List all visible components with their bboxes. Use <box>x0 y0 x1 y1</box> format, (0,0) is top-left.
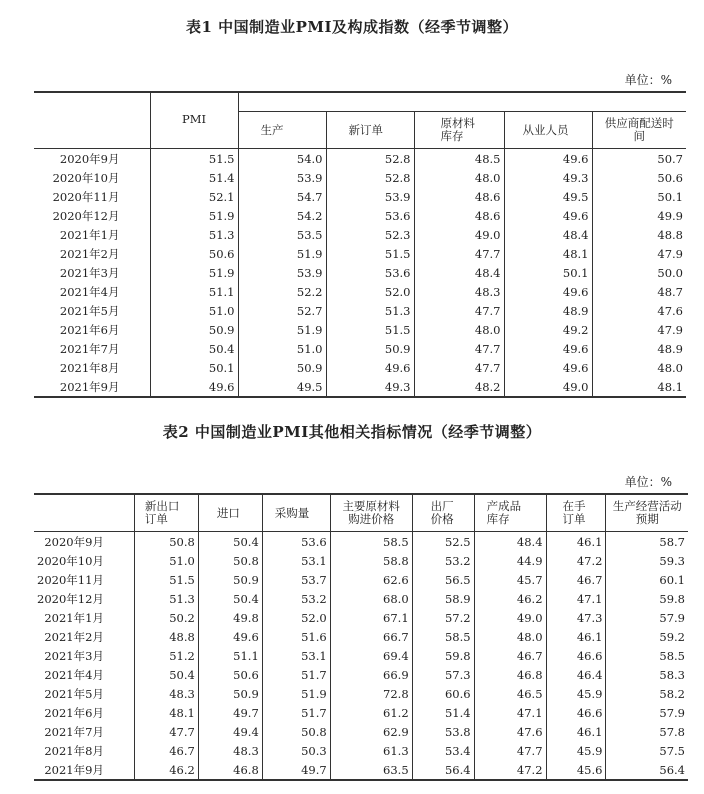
table-cell: 45.7 <box>474 570 546 589</box>
table-cell: 47.6 <box>592 301 686 320</box>
table-cell: 54.7 <box>238 187 326 206</box>
row-label: 2021年7月 <box>44 724 104 739</box>
table-cell: 57.8 <box>606 722 688 741</box>
table-cell: 52.2 <box>238 282 326 301</box>
table-cell: 58.5 <box>412 627 474 646</box>
table-cell: 56.4 <box>412 760 474 780</box>
table-cell: 53.9 <box>326 187 414 206</box>
table-cell: 48.9 <box>592 339 686 358</box>
table2-header-backlog-orders: 在手 订单 <box>546 494 606 532</box>
table-cell: 51.2 <box>134 646 198 665</box>
table-cell: 48.1 <box>504 244 592 263</box>
row-label: 2021年4月 <box>44 667 104 682</box>
table-cell: 50.6 <box>198 665 262 684</box>
table-cell: 49.0 <box>414 225 504 244</box>
table1-header <box>34 92 686 149</box>
table-cell: 50.9 <box>326 339 414 358</box>
table-cell: 47.7 <box>414 358 504 377</box>
table-row <box>34 532 688 552</box>
table1-header-new-orders: 新订单 <box>326 112 414 149</box>
table-cell: 47.7 <box>134 722 198 741</box>
table-row <box>34 760 688 780</box>
table-row <box>34 608 688 627</box>
table-cell: 49.6 <box>504 339 592 358</box>
table-cell: 51.7 <box>262 665 330 684</box>
table-cell: 53.4 <box>412 741 474 760</box>
table-cell: 56.4 <box>606 760 688 780</box>
table-cell: 51.5 <box>326 320 414 339</box>
table-cell: 47.3 <box>546 608 606 627</box>
table-cell: 52.0 <box>262 608 330 627</box>
table2-corner <box>34 494 134 532</box>
table-cell: 51.9 <box>238 320 326 339</box>
table-cell: 50.9 <box>238 358 326 377</box>
table-cell: 51.0 <box>238 339 326 358</box>
table-cell: 68.0 <box>330 589 412 608</box>
table2-header-finished-goods-inventory: 产成品 库存 <box>474 494 546 532</box>
table-cell: 51.9 <box>150 206 238 225</box>
table1-header-group <box>238 92 686 112</box>
table-cell: 59.3 <box>606 551 688 570</box>
table-row <box>34 684 688 703</box>
table-cell: 49.9 <box>592 206 686 225</box>
table-cell: 62.6 <box>330 570 412 589</box>
table-row <box>34 570 688 589</box>
row-label: 2021年7月 <box>59 341 120 356</box>
table-row <box>34 339 686 358</box>
table-row <box>34 722 688 741</box>
table-cell: 52.5 <box>412 532 474 552</box>
table-cell: 50.8 <box>262 722 330 741</box>
table-cell: 50.9 <box>198 684 262 703</box>
table1-header-production: 生产 <box>238 112 326 149</box>
table-cell: 48.8 <box>592 225 686 244</box>
table-cell: 48.5 <box>414 149 504 169</box>
table-cell: 47.6 <box>474 722 546 741</box>
table-row <box>34 320 686 339</box>
table-row <box>34 206 686 225</box>
table-cell: 57.3 <box>412 665 474 684</box>
table1-header-pmi: PMI <box>150 92 238 149</box>
table-cell: 48.3 <box>198 741 262 760</box>
table-cell: 49.6 <box>504 206 592 225</box>
table1-unit: 单位：% <box>624 73 672 87</box>
table-cell: 48.8 <box>134 627 198 646</box>
table-cell: 47.7 <box>474 741 546 760</box>
table-cell: 49.6 <box>504 149 592 169</box>
table-cell: 52.7 <box>238 301 326 320</box>
table-cell: 48.3 <box>134 684 198 703</box>
table-cell: 50.6 <box>150 244 238 263</box>
row-label: 2021年2月 <box>59 246 120 261</box>
table-cell: 48.4 <box>504 225 592 244</box>
table-cell: 51.9 <box>238 244 326 263</box>
table-cell: 49.6 <box>326 358 414 377</box>
table2-header <box>34 494 688 532</box>
table-cell: 48.0 <box>474 627 546 646</box>
row-label: 2021年3月 <box>59 265 120 280</box>
table-cell: 51.4 <box>412 703 474 722</box>
table-cell: 51.0 <box>150 301 238 320</box>
table2-header-new-export-orders: 新出口 订单 <box>134 494 198 532</box>
table-cell: 50.4 <box>150 339 238 358</box>
table-cell: 59.8 <box>412 646 474 665</box>
table-row <box>34 282 686 301</box>
table-cell: 46.6 <box>546 703 606 722</box>
table-cell: 54.0 <box>238 149 326 169</box>
table-cell: 58.9 <box>412 589 474 608</box>
table-row <box>34 225 686 244</box>
table-cell: 53.2 <box>262 589 330 608</box>
table2-unit: 单位：% <box>624 475 672 489</box>
table-cell: 57.2 <box>412 608 474 627</box>
table-cell: 53.9 <box>238 263 326 282</box>
table-row <box>34 551 688 570</box>
table-row <box>34 703 688 722</box>
table-row <box>34 741 688 760</box>
table-cell: 58.5 <box>606 646 688 665</box>
table-cell: 49.3 <box>326 377 414 397</box>
table1-body <box>34 149 686 398</box>
table1 <box>34 91 686 398</box>
row-label: 2020年11月 <box>52 189 120 204</box>
table-cell: 50.4 <box>198 532 262 552</box>
row-label: 2020年11月 <box>37 572 104 587</box>
table-cell: 51.9 <box>150 263 238 282</box>
table-cell: 47.7 <box>414 301 504 320</box>
table-cell: 46.8 <box>474 665 546 684</box>
table-cell: 48.0 <box>414 320 504 339</box>
table-cell: 58.3 <box>606 665 688 684</box>
table1-corner <box>34 92 150 149</box>
table-cell: 49.6 <box>504 282 592 301</box>
table-cell: 53.6 <box>326 263 414 282</box>
table-cell: 51.1 <box>198 646 262 665</box>
table-cell: 49.7 <box>262 760 330 780</box>
table-cell: 53.6 <box>326 206 414 225</box>
table-cell: 49.3 <box>504 168 592 187</box>
table-cell: 56.5 <box>412 570 474 589</box>
table-cell: 67.1 <box>330 608 412 627</box>
table-cell: 60.1 <box>606 570 688 589</box>
table-cell: 57.5 <box>606 741 688 760</box>
table-cell: 47.9 <box>592 244 686 263</box>
table-cell: 49.5 <box>238 377 326 397</box>
table-cell: 60.6 <box>412 684 474 703</box>
row-label: 2020年9月 <box>59 151 120 166</box>
table-cell: 48.2 <box>414 377 504 397</box>
table-cell: 59.2 <box>606 627 688 646</box>
table-cell: 47.7 <box>414 244 504 263</box>
table-cell: 47.7 <box>414 339 504 358</box>
row-label: 2021年1月 <box>44 610 104 625</box>
table2-body <box>34 532 688 781</box>
table-cell: 53.2 <box>412 551 474 570</box>
row-label: 2021年3月 <box>44 648 104 663</box>
table-cell: 52.0 <box>326 282 414 301</box>
table-cell: 50.9 <box>150 320 238 339</box>
table-cell: 51.3 <box>134 589 198 608</box>
table-cell: 62.9 <box>330 722 412 741</box>
table-cell: 50.1 <box>150 358 238 377</box>
table-row <box>34 665 688 684</box>
table-row <box>34 244 686 263</box>
table-cell: 51.3 <box>150 225 238 244</box>
table-row <box>34 377 686 397</box>
table2-header-business-expectations: 生产经营活动 预期 <box>606 494 688 532</box>
table-cell: 49.8 <box>198 608 262 627</box>
table-cell: 50.8 <box>134 532 198 552</box>
table-cell: 48.4 <box>474 532 546 552</box>
table-cell: 58.7 <box>606 532 688 552</box>
table-cell: 66.9 <box>330 665 412 684</box>
table-cell: 51.6 <box>262 627 330 646</box>
table-cell: 49.2 <box>504 320 592 339</box>
row-label: 2020年9月 <box>44 534 104 549</box>
table-cell: 46.7 <box>546 570 606 589</box>
table-cell: 46.1 <box>546 627 606 646</box>
table-cell: 46.7 <box>134 741 198 760</box>
table-cell: 72.8 <box>330 684 412 703</box>
table1-title: 表1 中国制造业PMI及构成指数（经季节调整） <box>185 18 519 36</box>
table-cell: 48.7 <box>592 282 686 301</box>
table-cell: 49.5 <box>504 187 592 206</box>
table-row <box>34 589 688 608</box>
table-cell: 58.5 <box>330 532 412 552</box>
table-cell: 53.7 <box>262 570 330 589</box>
table2-title: 表2 中国制造业PMI其他相关指标情况（经季节调整） <box>162 423 542 441</box>
table-cell: 46.5 <box>474 684 546 703</box>
table-row <box>34 358 686 377</box>
row-label: 2021年2月 <box>44 629 104 644</box>
table-cell: 51.5 <box>150 149 238 169</box>
table-cell: 54.2 <box>238 206 326 225</box>
table-cell: 48.1 <box>592 377 686 397</box>
table-cell: 49.0 <box>474 608 546 627</box>
table-cell: 46.1 <box>546 722 606 741</box>
table-cell: 46.2 <box>474 589 546 608</box>
table-row <box>34 301 686 320</box>
table-cell: 57.9 <box>606 608 688 627</box>
table-cell: 61.3 <box>330 741 412 760</box>
table-cell: 49.6 <box>150 377 238 397</box>
row-label: 2021年4月 <box>59 284 120 299</box>
table-cell: 58.2 <box>606 684 688 703</box>
table-cell: 45.6 <box>546 760 606 780</box>
table-cell: 53.1 <box>262 646 330 665</box>
table-cell: 48.6 <box>414 187 504 206</box>
table-cell: 53.5 <box>238 225 326 244</box>
table-cell: 46.7 <box>474 646 546 665</box>
table-cell: 61.2 <box>330 703 412 722</box>
table-cell: 59.8 <box>606 589 688 608</box>
table-cell: 69.4 <box>330 646 412 665</box>
table-cell: 49.6 <box>198 627 262 646</box>
table-cell: 49.4 <box>198 722 262 741</box>
table-cell: 46.6 <box>546 646 606 665</box>
table-cell: 51.3 <box>326 301 414 320</box>
table-cell: 50.4 <box>134 665 198 684</box>
table-cell: 52.8 <box>326 168 414 187</box>
table-cell: 51.0 <box>134 551 198 570</box>
table-cell: 46.8 <box>198 760 262 780</box>
table-row <box>34 149 686 169</box>
table-row <box>34 187 686 206</box>
table-cell: 47.2 <box>474 760 546 780</box>
table-cell: 57.9 <box>606 703 688 722</box>
table-cell: 50.1 <box>592 187 686 206</box>
table2-header-input-prices: 主要原材料 购进价格 <box>330 494 412 532</box>
table-cell: 50.7 <box>592 149 686 169</box>
table-cell: 46.2 <box>134 760 198 780</box>
table-cell: 50.9 <box>198 570 262 589</box>
table-cell: 46.4 <box>546 665 606 684</box>
row-label: 2021年1月 <box>59 227 120 242</box>
table-cell: 51.7 <box>262 703 330 722</box>
table-cell: 44.9 <box>474 551 546 570</box>
table-cell: 52.8 <box>326 149 414 169</box>
table-row <box>34 646 688 665</box>
table-cell: 51.5 <box>326 244 414 263</box>
row-label: 2020年12月 <box>52 208 120 223</box>
table-row <box>34 263 686 282</box>
row-label: 2021年9月 <box>44 762 104 777</box>
table-cell: 48.4 <box>414 263 504 282</box>
table-cell: 50.6 <box>592 168 686 187</box>
row-label: 2021年6月 <box>59 322 120 337</box>
table-cell: 51.4 <box>150 168 238 187</box>
table-row <box>34 627 688 646</box>
row-label: 2021年5月 <box>44 686 104 701</box>
table-cell: 50.8 <box>198 551 262 570</box>
table-cell: 52.1 <box>150 187 238 206</box>
table-cell: 45.9 <box>546 684 606 703</box>
table-cell: 52.3 <box>326 225 414 244</box>
table-cell: 66.7 <box>330 627 412 646</box>
table-cell: 48.1 <box>134 703 198 722</box>
table-cell: 48.3 <box>414 282 504 301</box>
table-cell: 50.1 <box>504 263 592 282</box>
table-cell: 46.1 <box>546 532 606 552</box>
table2-header-output-prices: 出厂 价格 <box>412 494 474 532</box>
table-cell: 47.1 <box>474 703 546 722</box>
table-cell: 50.3 <box>262 741 330 760</box>
table2 <box>34 493 688 781</box>
table-row <box>34 168 686 187</box>
table-cell: 49.7 <box>198 703 262 722</box>
table-cell: 51.5 <box>134 570 198 589</box>
table1-header-employees: 从业人员 <box>504 112 592 149</box>
table-cell: 53.1 <box>262 551 330 570</box>
table-cell: 48.9 <box>504 301 592 320</box>
table-cell: 53.9 <box>238 168 326 187</box>
table-cell: 49.6 <box>504 358 592 377</box>
table-cell: 50.0 <box>592 263 686 282</box>
table-cell: 47.9 <box>592 320 686 339</box>
row-label: 2021年8月 <box>59 360 120 375</box>
row-label: 2021年5月 <box>59 303 120 318</box>
table2-header-purchase-quantity: 采购量 <box>262 494 330 532</box>
table-cell: 58.8 <box>330 551 412 570</box>
row-label: 2021年8月 <box>44 743 104 758</box>
table-cell: 47.2 <box>546 551 606 570</box>
row-label: 2020年10月 <box>37 553 104 568</box>
table1-header-raw-material-inventory: 原材料 库存 <box>414 112 504 149</box>
table-cell: 51.1 <box>150 282 238 301</box>
table-cell: 53.8 <box>412 722 474 741</box>
table-cell: 47.1 <box>546 589 606 608</box>
table-cell: 50.4 <box>198 589 262 608</box>
table-cell: 63.5 <box>330 760 412 780</box>
row-label: 2021年6月 <box>44 705 104 720</box>
table-cell: 48.6 <box>414 206 504 225</box>
table-cell: 51.9 <box>262 684 330 703</box>
row-label: 2020年10月 <box>52 170 120 185</box>
table-cell: 53.6 <box>262 532 330 552</box>
row-label: 2021年9月 <box>59 379 120 394</box>
row-label: 2020年12月 <box>37 591 104 606</box>
table-cell: 48.0 <box>592 358 686 377</box>
table-cell: 45.9 <box>546 741 606 760</box>
table2-header-imports: 进口 <box>198 494 262 532</box>
table1-header-delivery-time: 供应商配送时 间 <box>592 112 686 149</box>
table-cell: 50.2 <box>134 608 198 627</box>
table-cell: 49.0 <box>504 377 592 397</box>
table-cell: 48.0 <box>414 168 504 187</box>
